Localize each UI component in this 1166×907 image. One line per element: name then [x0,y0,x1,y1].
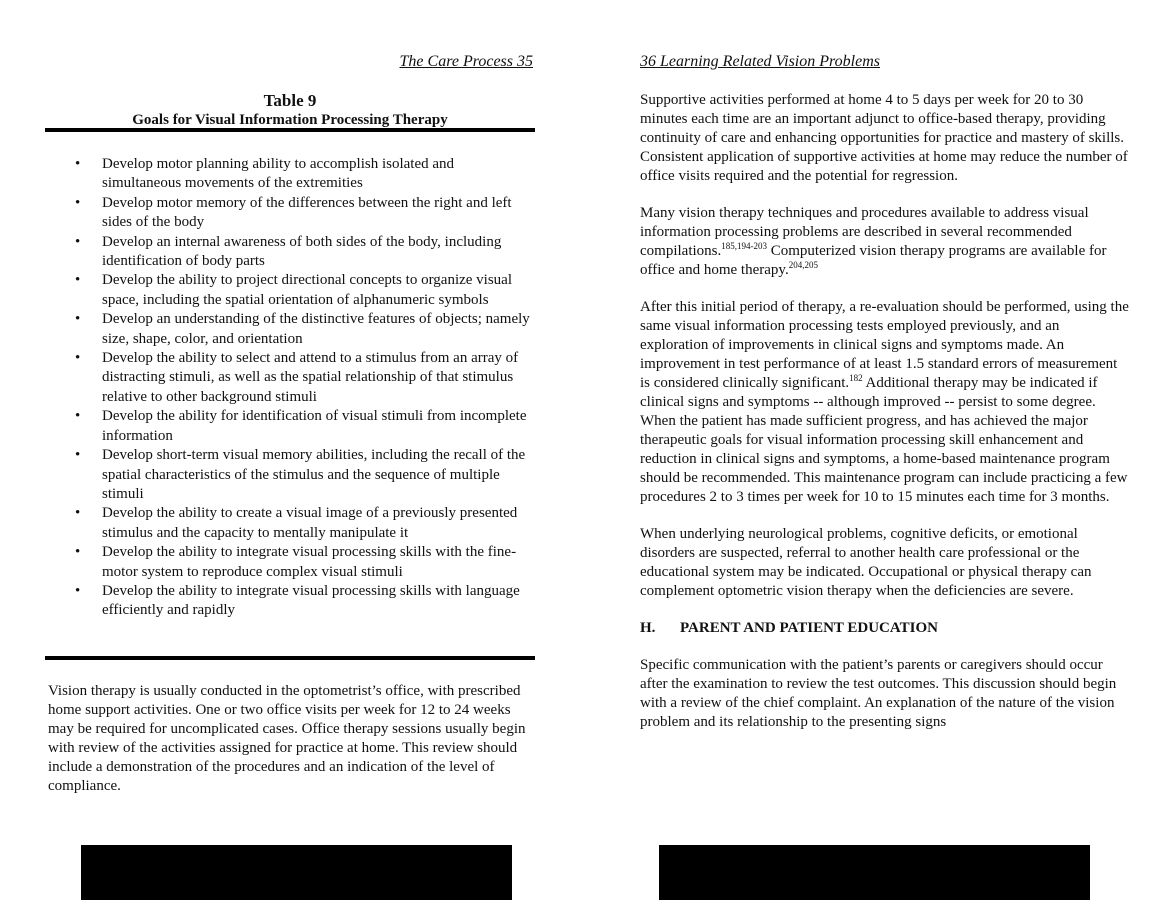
goal-text: Develop short-term visual memory abilities, including the recall of the spatial characteristics of the stimulus and the sequence of multiple stimuli [102,447,526,502]
list-item [45,446,535,504]
list-item [45,504,535,543]
paragraph-text: Computerized vision therapy programs are available for office and home therapy. [640,243,1107,278]
citation-reference: 204,205 [788,260,818,270]
bullet-icon: • [75,408,81,425]
goal-text: Develop the ability to project directional concepts to organize visual space, including the spatial orientation of alphanumeric symbols [102,272,513,308]
section-heading [640,619,1130,638]
table-title [45,91,535,130]
bullet-icon: • [75,447,81,464]
goal-text: Develop the ability to integrate visual processing skills with the fine-motor system to reproduce complex visual stimuli [102,544,517,580]
left-running-head: The Care Process 35 [399,53,533,70]
left-body-text [48,682,536,814]
bullet-icon: • [75,194,81,211]
list-item [45,349,535,407]
body-paragraph: Specific communication with the patient’s parents or caregivers should occur after the examination to review the test outcomes. This discussion should begin with a review of the chief complaint. An explanation of the nature of the vision problem and its relationship to the presenting signs [640,657,1117,730]
goal-text: Develop the ability to integrate visual processing skills with language efficiently and rapidly [102,582,520,619]
body-paragraph [640,204,1130,280]
bullet-icon: • [75,272,81,289]
list-item [45,310,535,349]
list-item [45,407,535,446]
table-bottom-rule [45,656,535,660]
list-item [45,233,535,272]
goal-text: Develop the ability to select and attend to a stimulus from an array of distracting stimuli, as well as the spatial relationship of that stimulus relative to other background stimuli [102,350,519,405]
redaction-block [81,845,512,900]
list-item [45,194,535,233]
goal-text: Develop motor memory of the differences between the right and left sides of the body [102,194,512,231]
bullet-icon: • [75,311,81,328]
section-title: PARENT AND PATIENT EDUCATION [680,620,938,636]
paragraph-text: Additional therapy may be indicated if clinical signs and symptoms -- although improved -- persist to some degree. When the patient has made sufficient progress, and has achieved the major therapeutic goals for visual information processing skill enhancement and reduction in clinical signs and symptoms, a home-based maintenance program should be recommended. This maintenance program can include practicing a few procedures 2 to 3 times per week for 10 to 15 minutes each time for 3 months. [640,375,1128,505]
goal-text: Develop an internal awareness of both sides of the body, including identification of body parts [102,233,502,270]
list-item [45,271,535,310]
bullet-icon: • [75,156,81,172]
right-body-text [640,91,1130,750]
goal-text: Develop an understanding of the distinctive features of objects; namely size, shape, color, and orientation [102,311,530,347]
body-paragraph: Vision therapy is usually conducted in the optometrist’s office, with prescribed home support activities. One or two office visits per week for 12 to 24 weeks may be required for uncomplicated cases. Office therapy sessions usually begin with review of the activities assigned for practice at home. This review should include a demonstration of the procedures and an indication of the level of compliance. [48,683,526,794]
list-item [45,582,535,621]
citation-reference: 182 [849,373,863,383]
body-paragraph: Supportive activities performed at home 4 to 5 days per week for 20 to 30 minutes each time are an important adjunct to office-based therapy, providing continuity of care and enhancing opportunities for practice and mastery of skills. Consistent application of supportive activities at home may reduce the number of office visits required and the potential for regression. [640,92,1128,184]
paragraph-text: After this initial period of therapy, a re-evaluation should be performed, using the same visual information processing tests employed previously, and an exploration of improvements in clinical signs and symptoms made. An improvement in test performance of at least 1.5 standard errors of measurement is considered clinically significant. [640,299,1129,391]
right-running-head: 36 Learning Related Vision Problems [640,53,880,70]
section-letter: H. [640,620,656,636]
table-top-rule [45,128,535,132]
bullet-icon: • [75,582,81,599]
bullet-icon: • [75,233,81,250]
bullet-icon: • [75,544,81,561]
bullet-icon: • [75,505,81,522]
goal-text: Develop the ability for identification of visual stimuli from incomplete information [102,408,527,444]
body-paragraph [640,298,1130,507]
redaction-block [659,845,1090,900]
goal-text: Develop motor planning ability to accomplish isolated and simultaneous movements of the extremities [102,156,455,192]
table-caption: Goals for Visual Information Processing Therapy [132,112,448,128]
bullet-icon: • [75,350,81,367]
goals-list [45,155,535,621]
table-number: Table 9 [263,91,317,110]
right-page [583,0,1166,907]
list-item [45,543,535,582]
body-paragraph: When underlying neurological problems, cognitive deficits, or emotional disorders are suspected, referral to another health care professional or the educational system may be indicated. Occupational or physical therapy can complement optometric vision therapy when the deficiencies are severe. [640,526,1092,599]
goal-text: Develop the ability to create a visual image of a previously presented stimulus and the capacity to mentally manipulate it [102,505,518,541]
paragraph-text: Many vision therapy techniques and procedures available to address visual information processing problems are described in several recommended compilations. [640,205,1089,259]
list-item [45,155,535,194]
citation-reference: 185,194-203 [721,241,767,251]
